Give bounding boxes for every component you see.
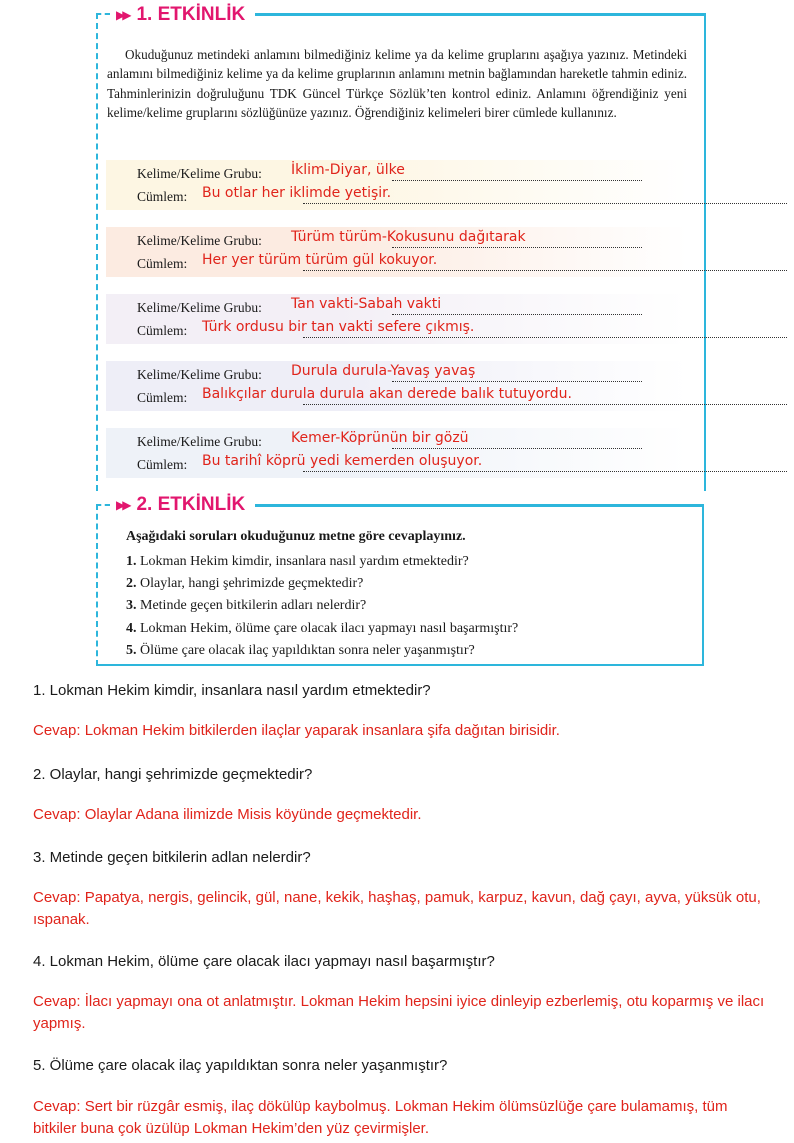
vocabulary-entry xyxy=(106,227,688,277)
answer-question-1: 1. Lokman Hekim kimdir, insanlara nasıl yardım etmektedir? xyxy=(33,682,431,699)
word-label: Kelime/Kelime Grubu: xyxy=(137,166,262,181)
word-answer: Tan vakti-Sabah vakti xyxy=(291,296,442,312)
questions-heading: Aşağıdaki soruları okuduğunuz metne göre cevaplayınız. xyxy=(126,529,466,544)
word-answer: Kemer-Köprünün bir gözü xyxy=(291,430,469,446)
sentence-dotted-line xyxy=(303,203,787,204)
double-arrow-icon: ▶▶ xyxy=(116,8,129,22)
vocabulary-entry xyxy=(106,160,688,210)
answer-text-1: Cevap: Lokman Hekim bitkilerden ilaçlar yaparak insanlara şifa dağıtan birisidir. xyxy=(33,722,560,739)
sentence-answer: Her yer türüm türüm gül kokuyor. xyxy=(202,252,438,268)
sentence-dotted-line xyxy=(303,270,787,271)
word-label: Kelime/Kelime Grubu: xyxy=(137,300,262,315)
word-dotted-line xyxy=(392,180,642,181)
word-dotted-line xyxy=(392,381,642,382)
sentence-dotted-line xyxy=(303,404,787,405)
answer-question-2: 2. Olaylar, hangi şehrimizde geçmektedir? xyxy=(33,766,313,783)
sentence-answer: Bu otlar her iklimde yetişir. xyxy=(202,185,392,201)
question-item: 2. Olaylar, hangi şehrimizde geçmektedir? xyxy=(126,576,364,592)
answer-text-2: Cevap: Olaylar Adana ilimizde Misis köyünde geçmektedir. xyxy=(33,806,422,823)
question-item: 3. Metinde geçen bitkilerin adları nelerdir? xyxy=(126,598,367,614)
word-label: Kelime/Kelime Grubu: xyxy=(137,434,262,449)
activity2-title: 2. ETKİNLİK xyxy=(136,494,246,515)
activity1-dash-top xyxy=(96,13,110,15)
word-label: Kelime/Kelime Grubu: xyxy=(137,367,262,382)
activity2-dash-top xyxy=(96,504,110,506)
word-dotted-line xyxy=(392,314,642,315)
vocabulary-entry xyxy=(106,294,688,344)
sentence-label: Cümlem: xyxy=(137,256,188,271)
sentence-dotted-line xyxy=(303,337,787,338)
activity1-heading xyxy=(112,4,249,26)
vocabulary-entry xyxy=(106,361,688,411)
vocabulary-entry xyxy=(106,428,688,478)
word-label: Kelime/Kelime Grubu: xyxy=(137,233,262,248)
activity1-instructions xyxy=(107,45,687,122)
sentence-label: Cümlem: xyxy=(137,390,188,405)
sentence-answer: Türk ordusu bir tan vakti sefere çıkmış. xyxy=(202,319,475,335)
word-answer: Türüm türüm-Kokusunu dağıtarak xyxy=(291,229,526,245)
answer-question-3: 3. Metinde geçen bitkilerin adlan nelerdir? xyxy=(33,849,311,866)
double-arrow-icon: ▶▶ xyxy=(116,498,129,512)
sentence-dotted-line xyxy=(303,471,787,472)
activity1-title: 1. ETKİNLİK xyxy=(136,4,246,25)
sentence-label: Cümlem: xyxy=(137,323,188,338)
answer-text-5: Cevap: Sert bir rüzgâr esmiş, ilaç dökülüp kaybolmuş. Lokman Hekim ölümsüzlüğe çare bulamamış, tüm bitkiler buna çok üzülüp Lokman Hekim’den yüz çevirmişler. xyxy=(33,1098,728,1137)
sentence-answer: Balıkçılar durula durula akan derede balık tutuyordu. xyxy=(202,386,572,402)
sentence-label: Cümlem: xyxy=(137,189,188,204)
question-item: 5. Ölüme çare olacak ilaç yapıldıktan sonra neler yaşanmıştır? xyxy=(126,642,475,658)
sentence-answer: Bu tarihî köprü yedi kemerden oluşuyor. xyxy=(202,453,483,469)
answer-question-4: 4. Lokman Hekim, ölüme çare olacak ilacı yapmayı nasıl başarmıştır? xyxy=(33,953,495,970)
answer-text-3: Cevap: Papatya, nergis, gelincik, gül, nane, kekik, haşhaş, pamuk, karpuz, kavun, dağ çayı, ayva, yüksük otu, ıspanak. xyxy=(33,889,761,928)
word-dotted-line xyxy=(392,247,642,248)
activity1-dash-left xyxy=(96,13,98,491)
answer-question-5: 5. Ölüme çare olacak ilaç yapıldıktan sonra neler yaşanmıştır? xyxy=(33,1057,448,1074)
question-item: 4. Lokman Hekim, ölüme çare olacak ilacı yapmayı nasıl başarmıştır? xyxy=(126,620,519,636)
word-dotted-line xyxy=(392,448,642,449)
instructions-text: Okuduğunuz metindeki anlamını bilmediğiniz kelime ya da kelime gruplarını aşağıya yazınız. Metindeki anlamını bilmediğiniz kelime ya da kelime gruplarının anlamını metnin bağlamından hareketle tahmin ediniz. Tahminlerinizin doğruluğunu TDK Güncel Türkçe Sözlük’ten kontrol ediniz. Anlamını öğrendiğiniz yeni kelime/kelime gruplarını sözlüğünüze yazınız. Öğrendiğiniz kelimeleri birer cümlede kullanınız. xyxy=(107,47,687,120)
activity2-heading xyxy=(112,494,249,516)
word-answer: Durula durula-Yavaş yavaş xyxy=(291,363,476,379)
answer-text-4: Cevap: İlacı yapmayı ona ot anlatmıştır. Lokman Hekim hepsini iyice dinleyip ezberlemiş, otu koparmış ve ilacı yapmış. xyxy=(33,993,765,1032)
questions-list xyxy=(126,551,518,662)
activity2-dash-left xyxy=(96,504,98,666)
word-answer: İklim-Diyar, ülke xyxy=(291,162,405,178)
sentence-label: Cümlem: xyxy=(137,457,188,472)
question-item: 1. Lokman Hekim kimdir, insanlara nasıl yardım etmektedir? xyxy=(126,554,469,569)
